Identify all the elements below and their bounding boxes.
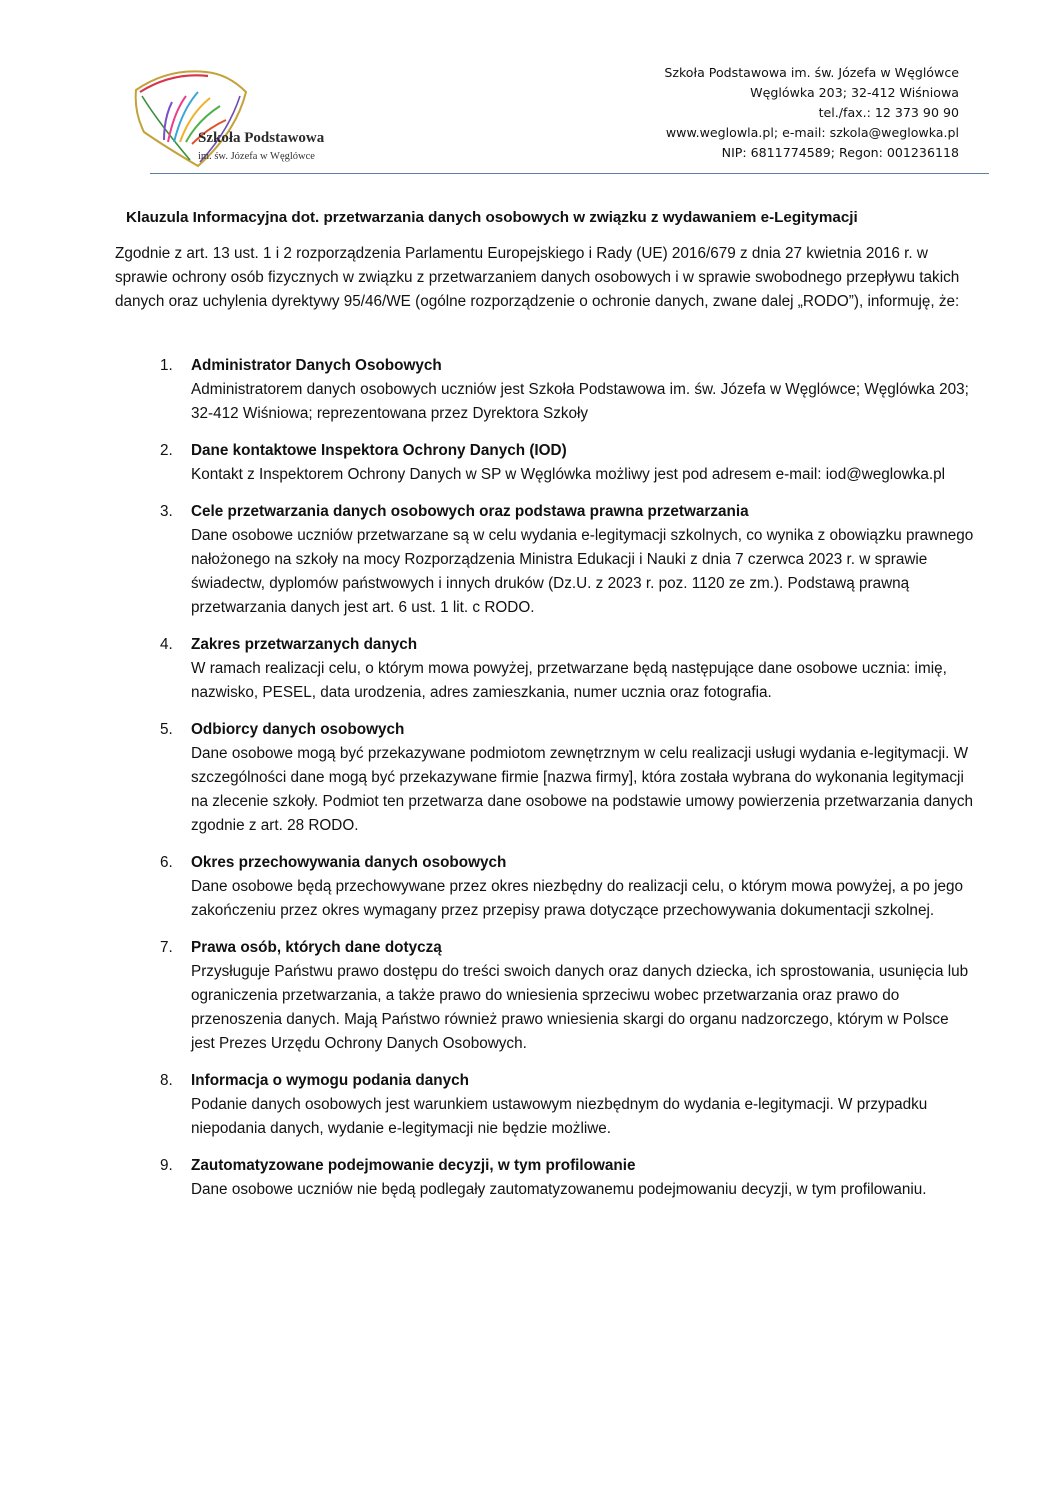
item-number: 7. (160, 939, 173, 956)
item-text: W ramach realizacji celu, o którym mowa powyżej, przetwarzane będą następujące dane osobowe ucznia: imię, nazwisko, PESEL, data urodzenia, adres zamieszkania, numer ucznia oraz fotografia. (191, 660, 947, 701)
item-number: 3. (160, 503, 173, 520)
list-item (115, 500, 975, 620)
list-item (115, 718, 975, 838)
intro-paragraph: Zgodnie z art. 13 ust. 1 i 2 rozporządzenia Parlamentu Europejskiego i Rady (UE) 2016/679 z dnia 27 kwietnia 2016 r. w sprawie ochrony osób fizycznych w związku z przetwarzaniem danych osobowych i w sprawie swobodnego przepływu takich danych oraz uchylenia dyrektywy 95/46/WE (ogólne rozporządzenie o ochronie danych, zwane dalej „RODO”), informuję, że: (115, 245, 960, 310)
item-heading: Cele przetwarzania danych osobowych oraz podstawa prawna przetwarzania (191, 503, 749, 520)
school-logo (128, 62, 328, 174)
item-text: Przysługuje Państwu prawo dostępu do treści swoich danych oraz danych dziecka, ich sprostowania, usunięcia lub ograniczenia przetwarzania, a także prawo do wniesienia sprzeciwu wobec przetwarzania oraz prawo do przenoszenia danych. Mają Państwo również prawo wniesienia skargi do organu nadzorczego, którym w Polsce jest Prezes Urzędu Ochrony Danych Osobowych. (191, 963, 969, 1052)
clause-list (115, 354, 975, 1215)
header-divider (150, 173, 989, 174)
item-number: 6. (160, 854, 173, 871)
list-item (115, 354, 975, 426)
item-text: Podanie danych osobowych jest warunkiem ustawowym niezbędnym do wydania e-legitymacji. W przypadku niepodania danych, wydanie e-legitymacji nie będzie możliwe. (191, 1096, 928, 1137)
contact-address: Węglówka 203; 32-412 Wiśniowa (750, 85, 959, 100)
list-item (115, 1069, 975, 1141)
item-heading: Zakres przetwarzanych danych (191, 636, 418, 653)
item-heading: Dane kontaktowe Inspektora Ochrony Danych (IOD) (191, 442, 567, 459)
logo-school-subname: im. św. Józefa w Węglówce (198, 151, 315, 162)
logo-school-name: Szkoła Podstawowa (198, 130, 325, 146)
contact-school-name: Szkoła Podstawowa im. św. Józefa w Węglówce (664, 65, 959, 80)
item-text: Administratorem danych osobowych uczniów jest Szkoła Podstawowa im. św. Józefa w Węglówce; Węglówka 203; 32-412 Wiśniowa; reprezentowana przez Dyrektora Szkoły (191, 381, 969, 422)
item-text: Dane osobowe uczniów przetwarzane są w celu wydania e-legitymacji szkolnych, co wynika z obowiązku prawnego nałożonego na szkoły na mocy Rozporządzenia Ministra Edukacji i Nauki z dnia 7 czerwca 2023 r. w sprawie świadectw, dyplomów państwowych i innych druków (Dz.U. z 2023 r. poz. 1120 ze zm.). Podstawą prawną przetwarzania danych jest art. 6 ust. 1 lit. c RODO. (191, 527, 974, 616)
item-number: 8. (160, 1072, 173, 1089)
item-number: 2. (160, 442, 173, 459)
list-item (115, 1154, 975, 1202)
contact-web-email: www.weglowla.pl; e-mail: szkola@weglowka.pl (665, 125, 959, 140)
item-heading: Administrator Danych Osobowych (191, 357, 442, 374)
list-item (115, 439, 975, 487)
item-text: Dane osobowe będą przechowywane przez okres niezbędny do realizacji celu, o którym mowa powyżej, a po jego zakończeniu przez okres wymagany przez przepisy prawa dotyczące przechowywania dokumentacji szkolnej. (191, 878, 964, 919)
list-item (115, 851, 975, 923)
item-text: Dane osobowe mogą być przekazywane podmiotom zewnętrznym w celu realizacji usługi wydania e-legitymacji. W szczególności dane mogą być przekazywane firmie [nazwa firmy], która została wybrana do wykonania legitymacji na zlecenie szkoły. Podmiot ten przetwarza dane osobowe na podstawie umowy powierzenia przetwarzania danych zgodnie z art. 28 RODO. (191, 745, 973, 834)
item-number: 1. (160, 357, 173, 374)
item-heading: Informacja o wymogu podania danych (191, 1072, 469, 1089)
item-heading: Prawa osób, których dane dotyczą (191, 939, 442, 956)
item-heading: Okres przechowywania danych osobowych (191, 854, 507, 871)
contact-phone: tel./fax.: 12 373 90 90 (818, 105, 959, 120)
item-heading: Zautomatyzowane podejmowanie decyzji, w tym profilowanie (191, 1157, 636, 1174)
document-title: Klauzula Informacyjna dot. przetwarzania danych osobowych w związku z wydawaniem e-Legitymacji (126, 209, 858, 226)
item-heading: Odbiorcy danych osobowych (191, 721, 405, 738)
item-text: Kontakt z Inspektorem Ochrony Danych w SP w Węglówka możliwy jest pod adresem e-mail: iod@weglowka.pl (191, 466, 946, 483)
list-item (115, 633, 975, 705)
contact-block (664, 63, 959, 163)
item-text: Dane osobowe uczniów nie będą podlegały zautomatyzowanemu podejmowaniu decyzji, w tym profilowaniu. (191, 1181, 927, 1198)
contact-nip-regon: NIP: 6811774589; Regon: 001236118 (721, 145, 959, 160)
item-number: 4. (160, 636, 173, 653)
item-number: 9. (160, 1157, 173, 1174)
list-item (115, 936, 975, 1056)
item-number: 5. (160, 721, 173, 738)
